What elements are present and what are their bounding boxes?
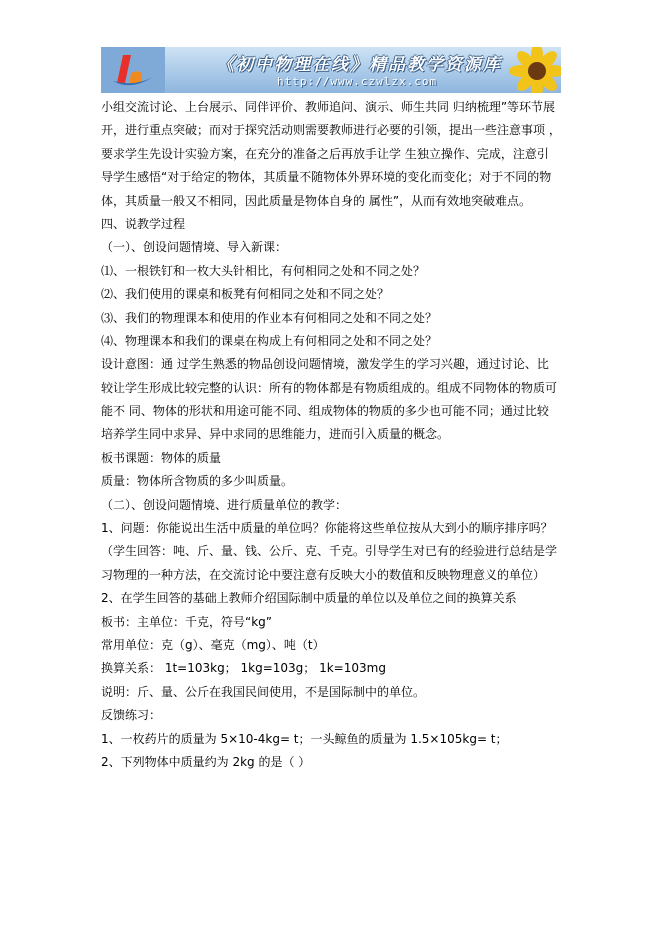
text-line: （学生回答：吨、斤、量、钱、公斤、克、千克。引导学生对已有的经验进行总结是学 [101, 544, 558, 559]
question-item: ⑷、物理课本和我们的课桌在构成上有何相同之处和不同之处？ [101, 333, 438, 348]
text-line: 较让学生形成比较完整的认识：所有的物体都是有物质组成的。组成不同物体的物质可 [101, 380, 558, 395]
text-line: 板书：主单位：千克，符号“kg” [101, 614, 273, 629]
sunflower-icon [497, 47, 561, 93]
text-line: 换算关系： 1t=103kg； 1kg=103g； 1k=103mg [101, 661, 386, 676]
text-line: 2、在学生回答的基础上教师介绍国际制中质量的单位以及单位之间的换算关系 [101, 591, 517, 606]
text-line: 质量：物体所含物质的多少叫质量。 [101, 474, 294, 489]
text-line: 导学生感悟“对于给定的物体，其质量不随物体外界环境的变化而变化；对于不同的物 [101, 170, 552, 185]
text-line: 小组交流讨论、上台展示、同伴评价、教师追问、演示、师生共同 归纳梳理”等环节展 [101, 100, 556, 114]
section-heading: 四、说教学过程 [101, 216, 186, 231]
text-line: 设计意图：通 过学生熟悉的物品创设问题情境，激发学生的学习兴趣，通过讨论、比 [101, 357, 549, 372]
text-line: 常用单位：克（g）、毫克（mg）、吨（t） [101, 637, 325, 652]
text-line: 能不 同、物体的形状和用途可能不同、组成物体的物质的多少也可能不同；通过比较 [101, 404, 549, 419]
question-item: ⑵、我们使用的课桌和板凳有何相同之处和不同之处？ [101, 287, 390, 302]
subsection-heading: （二）、创设问题情境、进行质量单位的教学： [101, 497, 348, 512]
text-line: 板书课题：物体的质量 [101, 450, 222, 465]
subsection-heading: （一）、创设问题情境、导入新课： [101, 240, 288, 255]
banner-url: http://www.czwlzx.com [277, 75, 438, 88]
text-line: 培养学生同中求异、异中求同的思维能力，进而引入质量的概念。 [101, 427, 450, 442]
text-line: 体，其质量一般又不相同，因此质量是物体自身的 属性”，从而有效地突破难点。 [101, 193, 532, 208]
banner-title: 《初中物理在线》精品教学资源库 [217, 55, 502, 75]
text-line: 开，进行重点突破；而对于探究活动则需要教师进行必要的引领，提出一些注意事项 ， [101, 123, 561, 138]
text-line: 说明：斤、量、公斤在我国民间使用，不是国际制中的单位。 [101, 684, 426, 699]
text-line: 1、一枚药片的质量为 5×10-4kg= t；一头鲸鱼的质量为 1.5×105kg= t； [101, 731, 508, 746]
text-line: 要求学生先设计实验方案，在充分的准备之后再放手让学 生独立操作、完成，注意引 [101, 146, 549, 161]
question-item: ⑴、一根铁钉和一枚大头针相比，有何相同之处和不同之处？ [101, 263, 426, 278]
text-line: 1、问题：你能说出生活中质量的单位吗？你能将这些单位按从大到小的顺序排序吗？ [101, 521, 553, 536]
text-line: 习物理的一种方法，在交流讨论中要注意有反映大小的数值和反映物理意义的单位） [101, 567, 546, 582]
text-line: 2、下列物体中质量约为 2kg 的是（ ） [101, 754, 311, 769]
document-body [101, 96, 563, 774]
header-banner [101, 47, 561, 93]
question-item: ⑶、我们的物理课本和使用的作业本有何相同之处和不同之处？ [101, 310, 438, 325]
text-line: 反馈练习： [101, 708, 162, 723]
logo-icon [101, 47, 165, 93]
